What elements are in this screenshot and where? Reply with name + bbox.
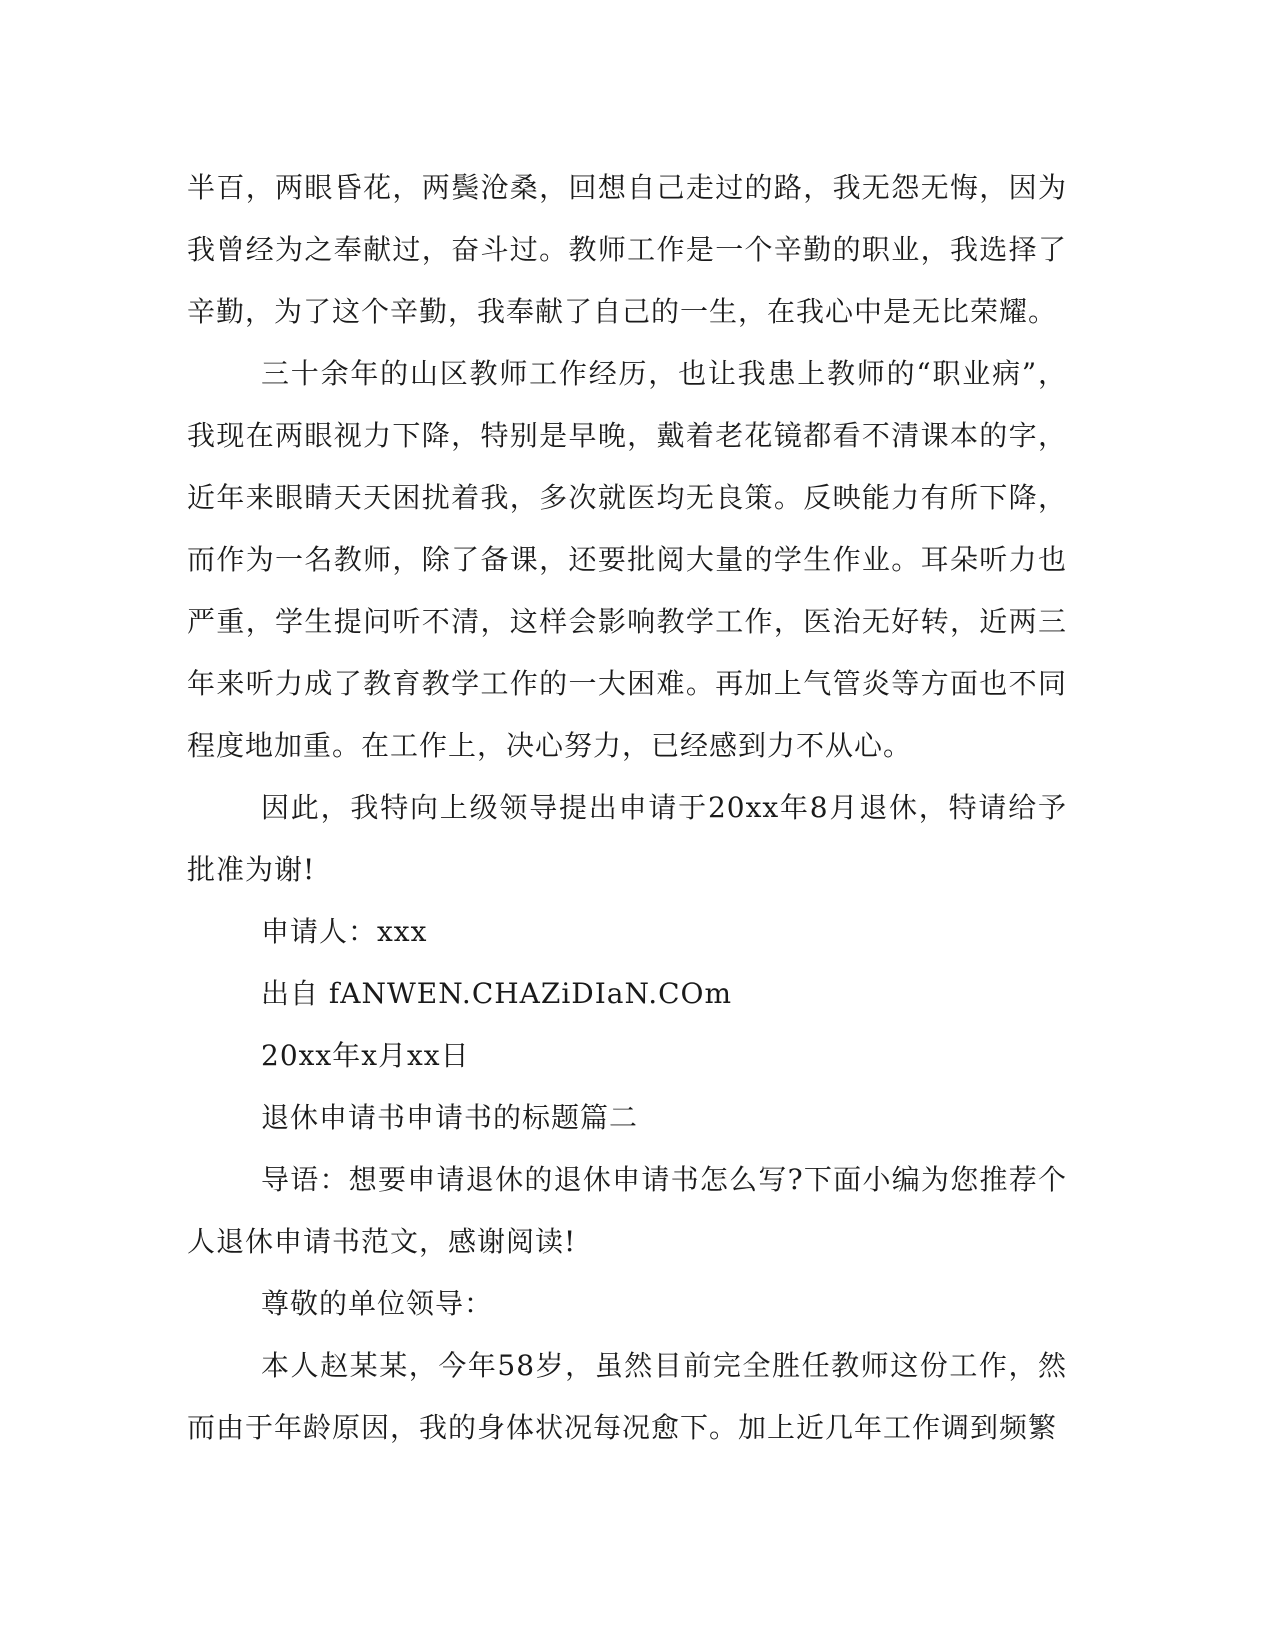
paragraph-body-start: 本人赵某某，今年58岁，虽然目前完全胜任教师这份工作，然而由于年龄原因，我的身体状况每况愈下。加上近几年工作调到频繁 bbox=[187, 1349, 1067, 1444]
section-heading: 退休申请书申请书的标题篇二 bbox=[261, 1101, 639, 1134]
paragraph-retirement-request: 因此，我特向上级领导提出申请于20xx年8月退休，特请给予批准为谢! bbox=[187, 791, 1067, 886]
document-body bbox=[187, 157, 1067, 1459]
salutation: 尊敬的单位领导： bbox=[261, 1287, 494, 1320]
date-line: 20xx年x月xx日 bbox=[261, 1039, 470, 1072]
paragraph-continuation: 半百，两眼昏花，两鬓沧桑，回想自己走过的路，我无怨无悔，因为我曾经为之奉献过，奋斗过。教师工作是一个辛勤的职业，我选择了辛勤，为了这个辛勤，我奉献了自己的一生，在我心中是无比荣耀。 bbox=[187, 171, 1067, 328]
source-line: 出自 fANWEN.CHAZiDIaN.COm bbox=[261, 977, 733, 1010]
applicant-line: 申请人：xxx bbox=[261, 915, 428, 948]
paragraph-health-issues: 三十余年的山区教师工作经历，也让我患上教师的“职业病”，我现在两眼视力下降，特别是早晚，戴着老花镜都看不清课本的字，近年来眼睛天天困扰着我，多次就医均无良策。反映能力有所下降，而作为一名教师，除了备课，还要批阅大量的学生作业。耳朵听力也严重，学生提问听不清，这样会影响教学工作，医治无好转，近两三年来听力成了教育教学工作的一大困难。再加上气管炎等方面也不同程度地加重。在工作上，决心努力，已经感到力不从心。 bbox=[187, 357, 1067, 762]
paragraph-intro: 导语：想要申请退休的退休申请书怎么写?下面小编为您推荐个人退休申请书范文，感谢阅读! bbox=[187, 1163, 1067, 1258]
